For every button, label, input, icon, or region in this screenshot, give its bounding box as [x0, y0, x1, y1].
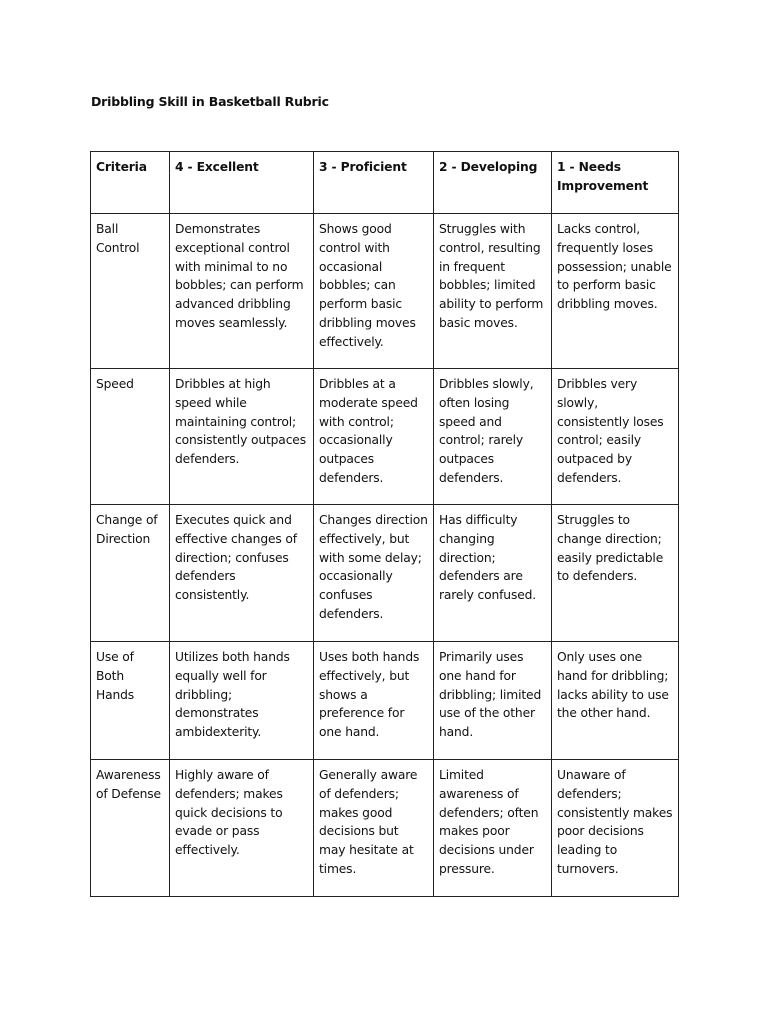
header-criteria: Criteria [91, 152, 170, 214]
excellent-cell: Highly aware of defenders; makes quick decisions to evade or pass effectively. [170, 760, 314, 897]
criterion-cell: Awareness of Defense [91, 760, 170, 897]
proficient-cell: Uses both hands effectively, but shows a preference for one hand. [314, 642, 434, 760]
proficient-cell: Shows good control with occasional bobbles; can perform basic dribbling moves effectively. [314, 214, 434, 369]
header-needs-improvement: 1 - Needs Improvement [552, 152, 679, 214]
excellent-cell: Utilizes both hands equally well for dribbling; demonstrates ambidexterity. [170, 642, 314, 760]
developing-cell: Struggles with control, resulting in frequent bobbles; limited ability to perform basic moves. [434, 214, 552, 369]
header-excellent: 4 - Excellent [170, 152, 314, 214]
criterion-cell: Use of Both Hands [91, 642, 170, 760]
table-row [91, 505, 679, 642]
needs-improvement-cell: Only uses one hand for dribbling; lacks ability to use the other hand. [552, 642, 679, 760]
rubric-table [90, 151, 679, 897]
header-developing: 2 - Developing [434, 152, 552, 214]
criterion-cell: Change of Direction [91, 505, 170, 642]
proficient-cell: Dribbles at a moderate speed with control; occasionally outpaces defenders. [314, 369, 434, 505]
proficient-cell: Generally aware of defenders; makes good decisions but may hesitate at times. [314, 760, 434, 897]
developing-cell: Limited awareness of defenders; often makes poor decisions under pressure. [434, 760, 552, 897]
table-row [91, 214, 679, 369]
needs-improvement-cell: Dribbles very slowly, consistently loses control; easily outpaced by defenders. [552, 369, 679, 505]
document-title: Dribbling Skill in Basketball Rubric [91, 94, 329, 109]
needs-improvement-cell: Unaware of defenders; consistently makes poor decisions leading to turnovers. [552, 760, 679, 897]
developing-cell: Has difficulty changing direction; defenders are rarely confused. [434, 505, 552, 642]
table-header-row [91, 152, 679, 214]
proficient-cell: Changes direction effectively, but with some delay; occasionally confuses defenders. [314, 505, 434, 642]
developing-cell: Dribbles slowly, often losing speed and control; rarely outpaces defenders. [434, 369, 552, 505]
table-row [91, 369, 679, 505]
needs-improvement-cell: Lacks control, frequently loses possession; unable to perform basic dribbling moves. [552, 214, 679, 369]
criterion-cell: Ball Control [91, 214, 170, 369]
table-row [91, 642, 679, 760]
excellent-cell: Demonstrates exceptional control with minimal to no bobbles; can perform advanced dribbling moves seamlessly. [170, 214, 314, 369]
header-proficient: 3 - Proficient [314, 152, 434, 214]
criterion-cell: Speed [91, 369, 170, 505]
developing-cell: Primarily uses one hand for dribbling; limited use of the other hand. [434, 642, 552, 760]
table-row [91, 760, 679, 897]
needs-improvement-cell: Struggles to change direction; easily predictable to defenders. [552, 505, 679, 642]
excellent-cell: Executes quick and effective changes of direction; confuses defenders consistently. [170, 505, 314, 642]
excellent-cell: Dribbles at high speed while maintaining control; consistently outpaces defenders. [170, 369, 314, 505]
